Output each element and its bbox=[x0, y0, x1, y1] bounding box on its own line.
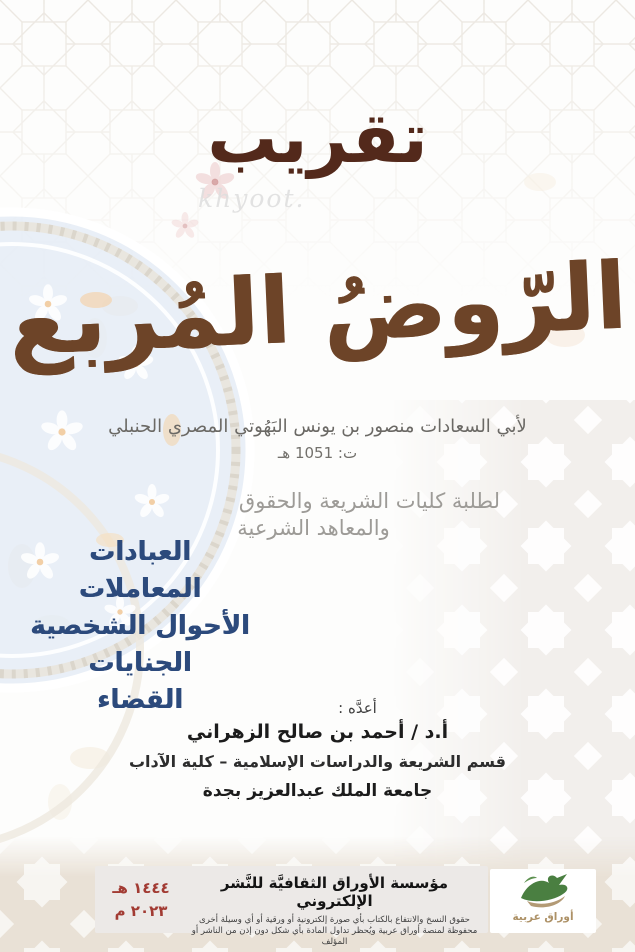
topic-item: القضاء bbox=[96, 685, 184, 715]
rights-line-2: محفوظة لمنصة أوراق عربية ويُحظر تداول المادة بأي شكل دون إذن من الناشر أو المؤلف bbox=[191, 926, 478, 947]
topics-list bbox=[25, 534, 255, 719]
edition-dates bbox=[101, 877, 181, 923]
prepared-label: أعدَّه : bbox=[338, 699, 377, 717]
prepared-department: قسم الشريعة والدراسات الإسلامية – كلية الآداب bbox=[128, 752, 507, 771]
book-title: الرّوضُ المُربع bbox=[6, 242, 629, 377]
publisher-info bbox=[187, 874, 482, 948]
audience-line-1: لطلبة كليات الشريعة والحقوق bbox=[238, 489, 501, 513]
kicker-title: تقريب bbox=[207, 97, 428, 179]
author-line: لأبي السعادات منصور بن يونس البَهُوتي المصري الحنبلي bbox=[108, 416, 527, 437]
publisher-name: مؤسسة الأوراق الثقافيَّة للنَّشر الإلكتروني bbox=[220, 874, 449, 910]
publisher-logo-icon bbox=[512, 873, 574, 911]
author-death-line: ت: 1051 هـ bbox=[277, 444, 358, 462]
publisher-bar bbox=[95, 866, 488, 947]
topic-item: المعاملات bbox=[78, 574, 202, 604]
topic-item: الأحوال الشخصية bbox=[30, 611, 250, 641]
topic-item: العبادات bbox=[88, 537, 192, 567]
logo-wordmark: أوراق عربية bbox=[512, 911, 574, 923]
prepared-university: جامعة الملك عبدالعزيز بجدة bbox=[202, 781, 433, 801]
hijri-year: ١٤٤٤ هـ bbox=[112, 879, 170, 897]
gregorian-year: ٢٠٢٣ م bbox=[114, 902, 168, 920]
prepared-name: أ.د / أحمد بن صالح الزهراني bbox=[186, 721, 449, 743]
audience-line-2: والمعاهد الشرعية bbox=[237, 516, 390, 540]
topic-item: الجنايات bbox=[88, 648, 192, 678]
publisher-logo-box bbox=[490, 869, 596, 933]
watermark: khyoot. bbox=[198, 184, 306, 213]
rights-line-1: حقوق النسخ والانتفاع بالكتاب بأي صورة إلكترونية أو ورقية أو أي وسيلة أخرى bbox=[199, 915, 470, 925]
